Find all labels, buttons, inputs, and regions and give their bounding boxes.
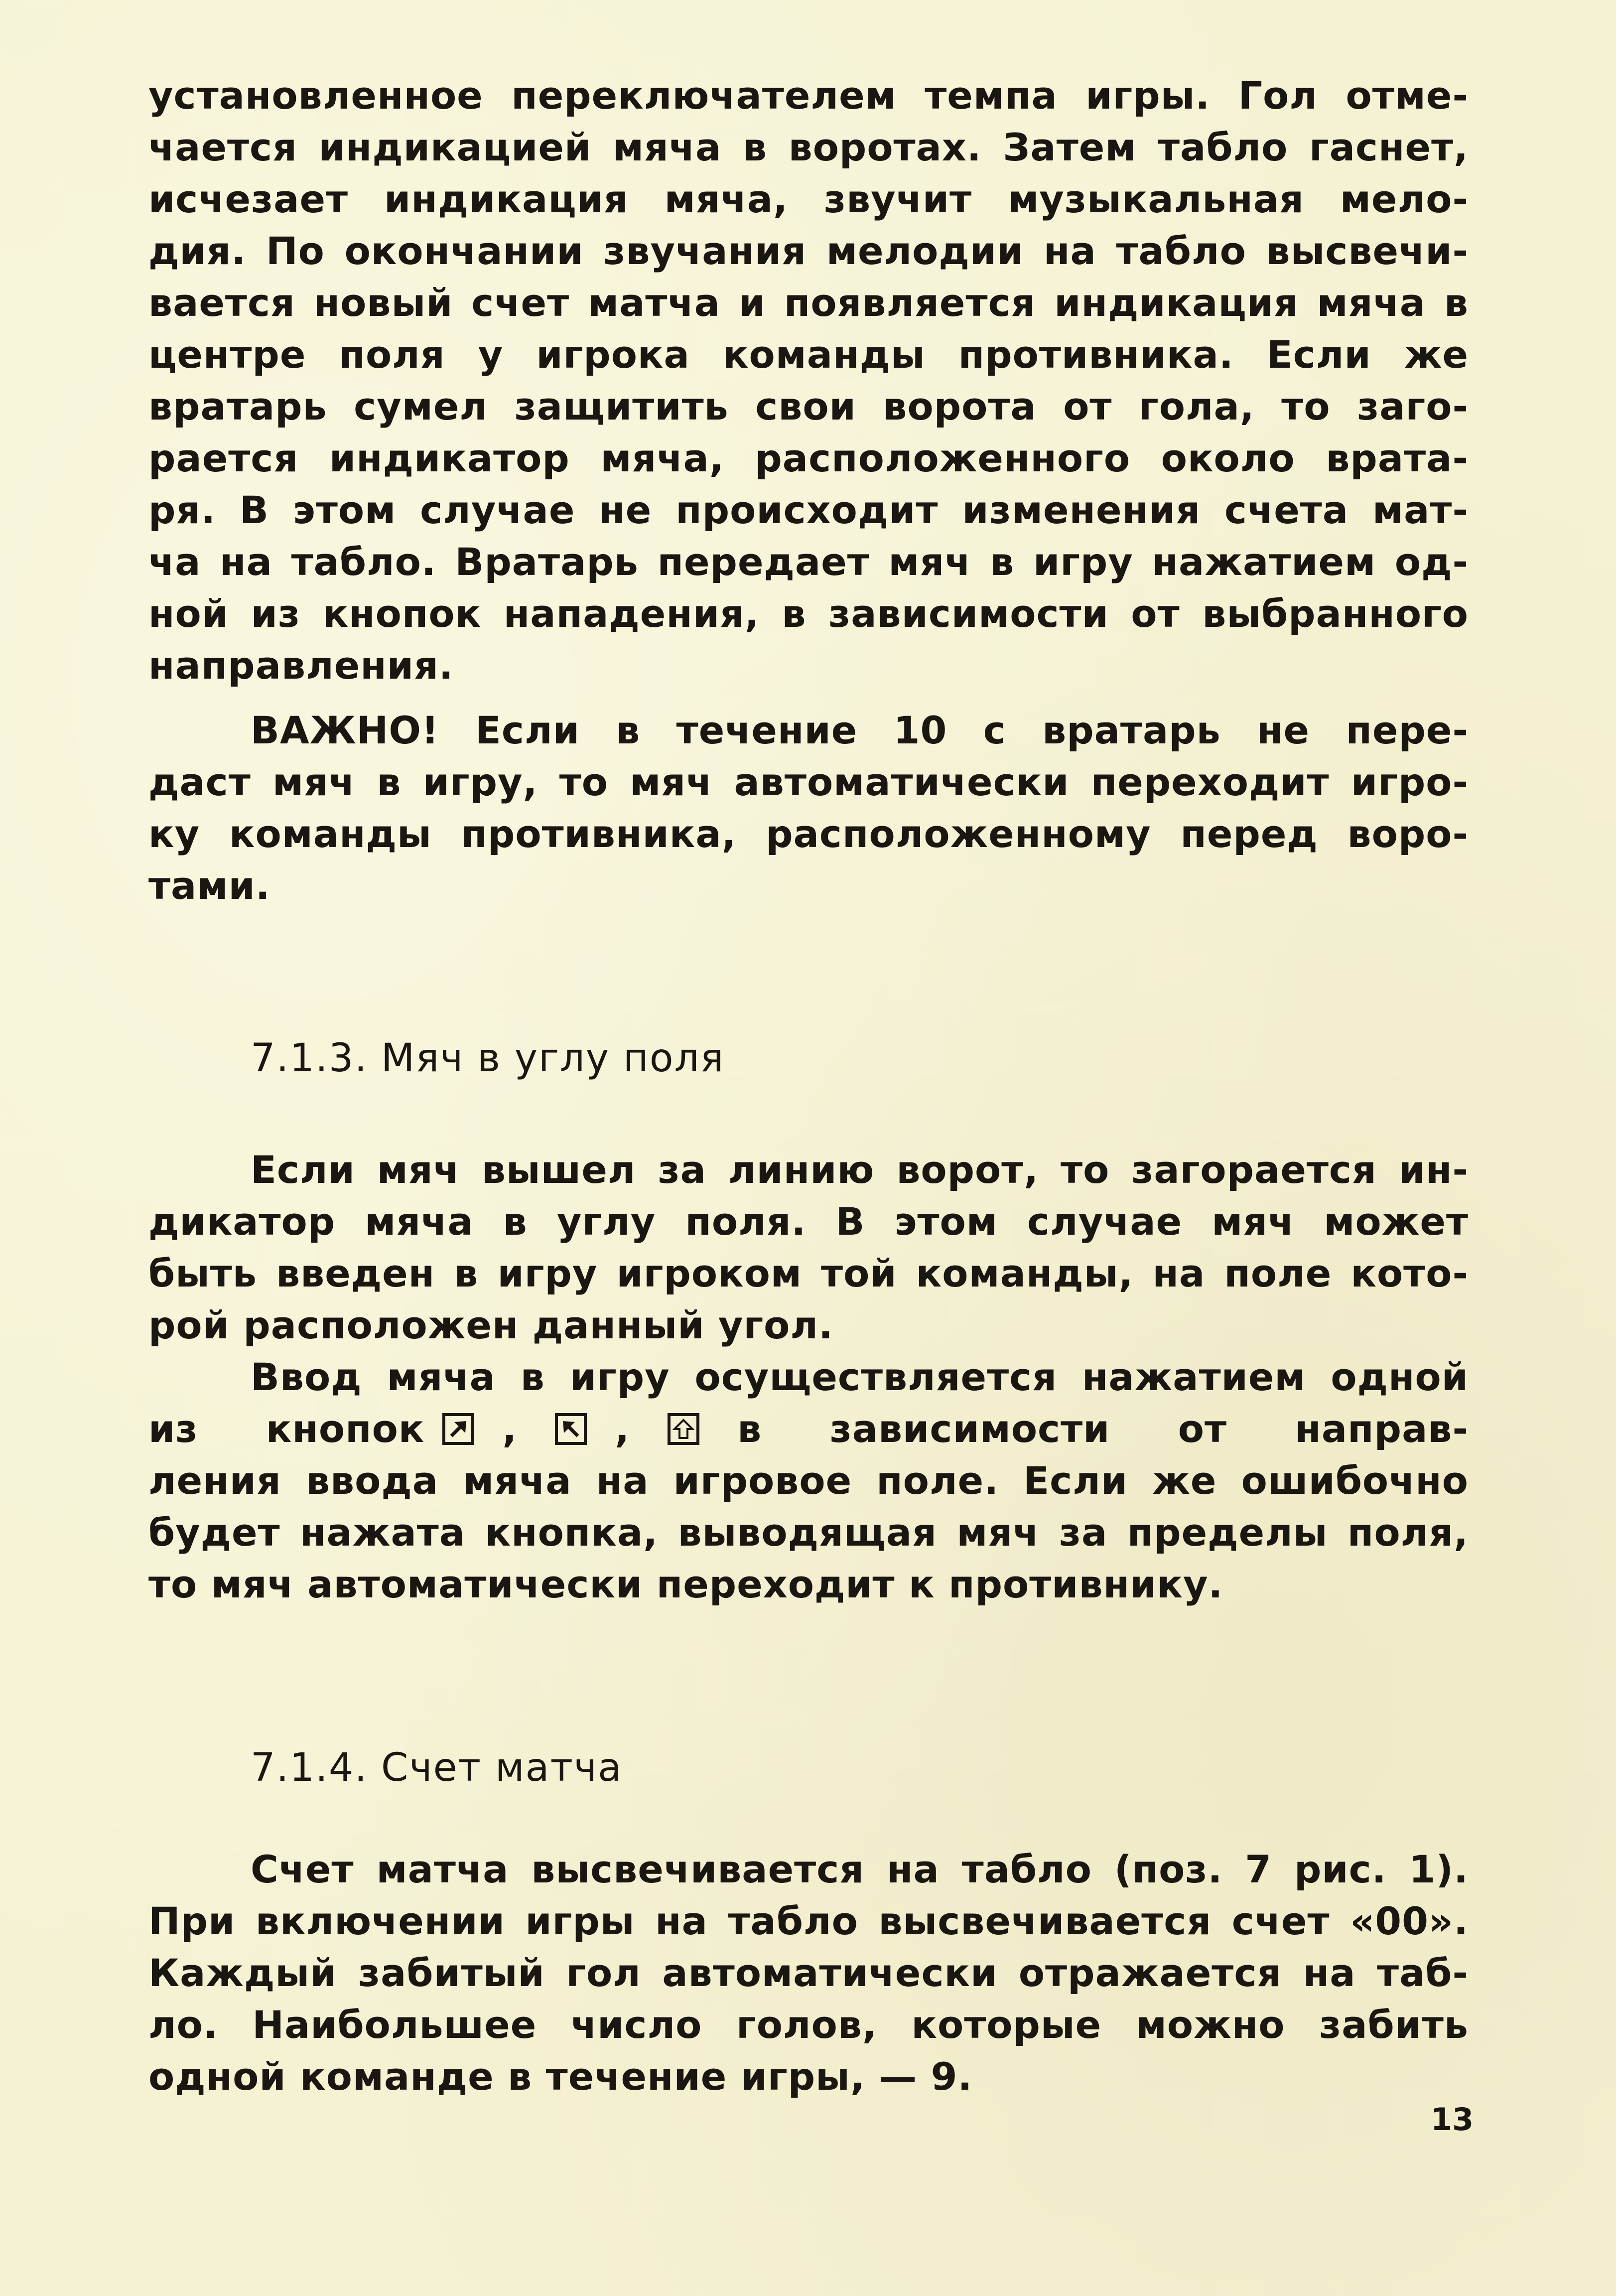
text-line: направления. xyxy=(148,643,454,688)
text-line: ления ввода мяча на игровое поле. Если же ошибочно xyxy=(148,1458,1469,1503)
text-line: тами. xyxy=(148,863,270,908)
section-heading-score: 7.1.4. Счет матча xyxy=(251,1745,623,1790)
text-line: ВАЖНО! Если в течение 10 с вратарь не пере- xyxy=(251,708,1469,752)
text-line: ной из кнопок нападения, в зависимости от выбранного xyxy=(148,591,1469,636)
text-line-with-keys xyxy=(148,1403,1469,1455)
arrow-up-right-icon xyxy=(442,1413,474,1445)
text-line: ря. В этом случае не происходит изменения счета мат- xyxy=(148,488,1469,532)
text-line: центре поля у игрока команды противника. Если же xyxy=(148,332,1469,377)
text-line: даст мяч в игру, то мяч автоматически переходит игро- xyxy=(148,760,1469,804)
text-line: рой расположен данный угол. xyxy=(148,1303,833,1347)
paragraph-corner-indicator xyxy=(148,1144,1469,1351)
paragraph-important-note xyxy=(148,705,1469,912)
paragraph-corner-throw-in xyxy=(148,1351,1469,1610)
arrow-up-icon xyxy=(668,1413,699,1445)
text-line: вратарь сумел защитить свои ворота от гола, то заго- xyxy=(148,384,1469,429)
page-number: 13 xyxy=(1431,2101,1474,2138)
section-heading-corner: 7.1.3. Мяч в углу поля xyxy=(251,1036,725,1081)
text-line: При включении игры на табло высвечивается счет «00». xyxy=(148,1899,1469,1943)
separator: , xyxy=(615,1407,630,1451)
separator: , xyxy=(502,1407,518,1451)
text-fragment: из кнопок xyxy=(148,1407,425,1451)
text-line: исчезает индикация мяча, звучит музыкальная мело- xyxy=(148,177,1469,221)
text-fragment: в зависимости от направ- xyxy=(737,1407,1469,1451)
text-line: ло. Наибольшее число голов, которые можно забить xyxy=(148,2003,1469,2047)
text-line: дикатор мяча в углу поля. В этом случае мяч может xyxy=(148,1199,1469,1244)
text-line: установленное переключателем темпа игры. Гол отме- xyxy=(148,73,1469,118)
text-line: ку команды противника, расположенному перед воро- xyxy=(148,812,1469,856)
text-line: дия. По окончании звучания мелодии на табло высвечи- xyxy=(148,229,1469,273)
text-line: ча на табло. Вратарь передает мяч в игру нажатием од- xyxy=(148,540,1469,584)
text-line: вается новый счет матча и появляется индикация мяча в xyxy=(148,281,1469,325)
text-line: чается индикацией мяча в воротах. Затем табло гаснет, xyxy=(148,125,1469,169)
text-line: Ввод мяча в игру осуществляется нажатием одной xyxy=(251,1355,1469,1399)
text-line: то мяч автоматически переходит к противнику. xyxy=(148,1562,1223,1606)
text-line: Если мяч вышел за линию ворот, то загорается ин- xyxy=(251,1148,1469,1192)
arrow-up-left-icon xyxy=(555,1413,587,1445)
text-line: Счет матча высвечивается на табло (поз. 7 рис. 1). xyxy=(251,1847,1469,1891)
text-line: будет нажата кнопка, выводящая мяч за пределы поля, xyxy=(148,1510,1469,1555)
text-line: рается индикатор мяча, расположенного около врата- xyxy=(148,436,1469,480)
text-line: Каждый забитый гол автоматически отражается на таб- xyxy=(148,1951,1469,1995)
paragraph-goal-indication xyxy=(148,70,1469,692)
text-line: одной команде в течение игры, — 9. xyxy=(148,2054,973,2099)
text-line: быть введен в игру игроком той команды, на поле кото- xyxy=(148,1251,1469,1295)
paragraph-match-score xyxy=(148,1844,1469,2103)
